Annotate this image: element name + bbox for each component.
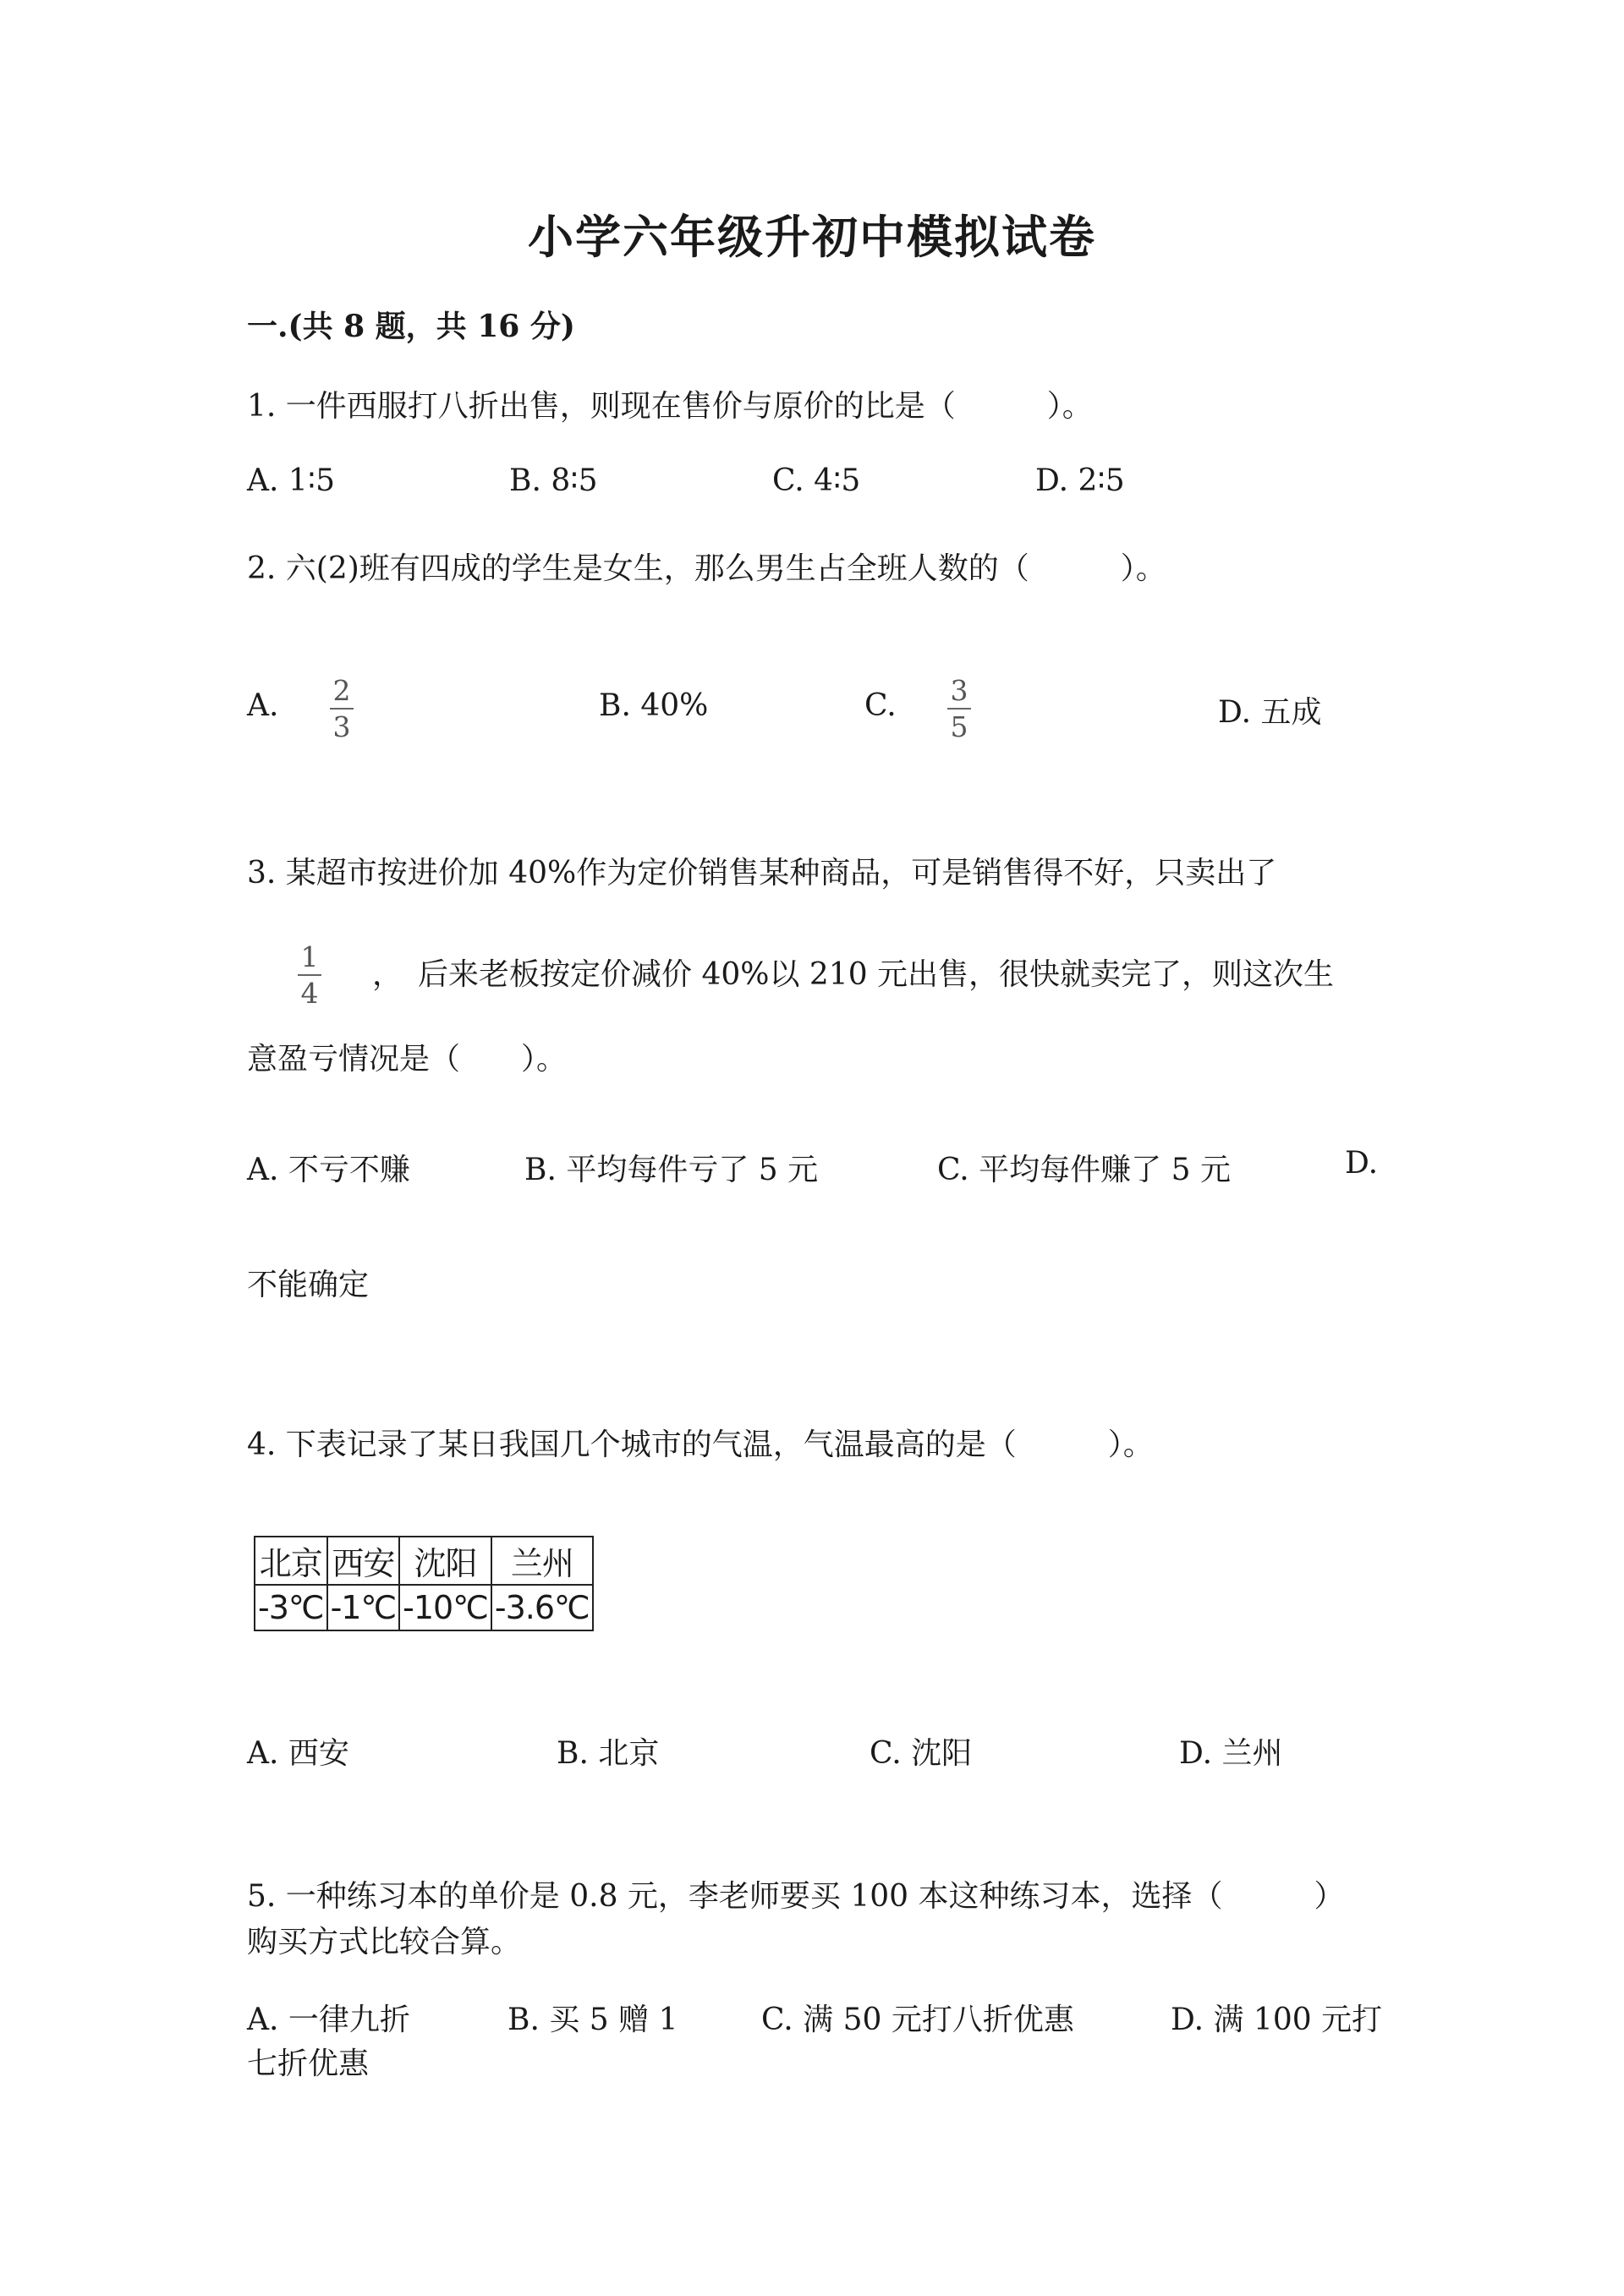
q5-option-d-text: 七折优惠 bbox=[247, 2047, 370, 2081]
q5-stem-line1: 5. 一种练习本的单价是 0.8 元，李老师要买 100 本这种练习本，选择（ ） bbox=[247, 1879, 1345, 1914]
q2-a-numerator: 2 bbox=[332, 674, 351, 707]
q3-stem-line1: 3. 某超市按进价加 40%作为定价销售某种商品，可是销售得不好，只卖出了 bbox=[247, 856, 1277, 890]
q1-option-d: D. 2∶5 bbox=[1035, 463, 1125, 498]
table-row-cities bbox=[255, 1537, 593, 1585]
q2-option-c-label: C. bbox=[864, 688, 897, 723]
table-cell: 北京 bbox=[255, 1537, 327, 1585]
fraction-bar bbox=[947, 708, 971, 710]
q2-c-denominator: 5 bbox=[950, 710, 968, 743]
q3-option-a: A. 不亏不赚 bbox=[247, 1153, 410, 1187]
q3-option-b: B. 平均每件亏了 5 元 bbox=[524, 1153, 819, 1187]
q2-option-d: D. 五成 bbox=[1218, 695, 1322, 730]
q4-option-a: A. 西安 bbox=[247, 1736, 349, 1771]
q5-option-d: D. 满 100 元打 bbox=[1171, 2003, 1383, 2037]
q3-option-d: D. bbox=[1345, 1146, 1379, 1181]
q2-stem: 2. 六(2)班有四成的学生是女生，那么男生占全班人数的（ ）。 bbox=[247, 551, 1166, 586]
table-cell: -10℃ bbox=[399, 1585, 491, 1630]
table-cell: -3℃ bbox=[255, 1585, 327, 1630]
q3-numerator: 1 bbox=[300, 940, 319, 973]
q5-stem-line2: 购买方式比较合算。 bbox=[247, 1925, 522, 1959]
q4-option-b: B. 北京 bbox=[557, 1736, 660, 1771]
q1-option-b: B. 8∶5 bbox=[509, 463, 598, 498]
table-cell: -1℃ bbox=[327, 1585, 400, 1630]
q2-a-denominator: 3 bbox=[332, 710, 351, 743]
table-cell: 西安 bbox=[327, 1537, 400, 1585]
q3-option-c: C. 平均每件赚了 5 元 bbox=[937, 1153, 1231, 1187]
q4-option-c: C. 沈阳 bbox=[870, 1736, 973, 1771]
table-row-temps bbox=[255, 1585, 593, 1630]
q2-option-a-fraction bbox=[330, 674, 354, 743]
q1-stem: 1. 一件西服打八折出售，则现在售价与原价的比是（ ）。 bbox=[247, 389, 1093, 424]
q3-stem-line2: ， 后来老板按定价减价 40%以 210 元出售，很快就卖完了，则这次生 bbox=[372, 957, 1335, 992]
q1-option-c: C. 4∶5 bbox=[772, 463, 861, 498]
q2-option-c-fraction bbox=[947, 674, 971, 743]
q4-stem: 4. 下表记录了某日我国几个城市的气温，气温最高的是（ ）。 bbox=[247, 1427, 1154, 1462]
q3-stem-line3: 意盈亏情况是（ ）。 bbox=[247, 1042, 568, 1077]
temperature-table bbox=[254, 1536, 594, 1631]
q5-option-c: C. 满 50 元打八折优惠 bbox=[761, 2003, 1074, 2037]
table-cell: 兰州 bbox=[491, 1537, 593, 1585]
q3-denominator: 4 bbox=[300, 977, 319, 1010]
q3-fraction bbox=[298, 940, 321, 1010]
q2-option-a-label: A. bbox=[247, 688, 279, 723]
page-title: 小学六年级升初中模拟试卷 bbox=[528, 210, 1096, 264]
q3-option-d-text: 不能确定 bbox=[247, 1268, 370, 1302]
q5-option-a: A. 一律九折 bbox=[247, 2003, 410, 2037]
section-heading: 一.(共 8 题，共 16 分) bbox=[247, 309, 575, 344]
q4-option-d: D. 兰州 bbox=[1179, 1736, 1283, 1771]
fraction-bar bbox=[330, 708, 354, 710]
table-cell: -3.6℃ bbox=[491, 1585, 593, 1630]
q5-option-b: B. 买 5 赠 1 bbox=[508, 2003, 678, 2037]
q2-c-numerator: 3 bbox=[950, 674, 968, 707]
table-cell: 沈阳 bbox=[399, 1537, 491, 1585]
q1-option-a: A. 1∶5 bbox=[247, 463, 336, 498]
q2-option-b: B. 40% bbox=[599, 688, 709, 723]
fraction-bar bbox=[298, 974, 321, 976]
